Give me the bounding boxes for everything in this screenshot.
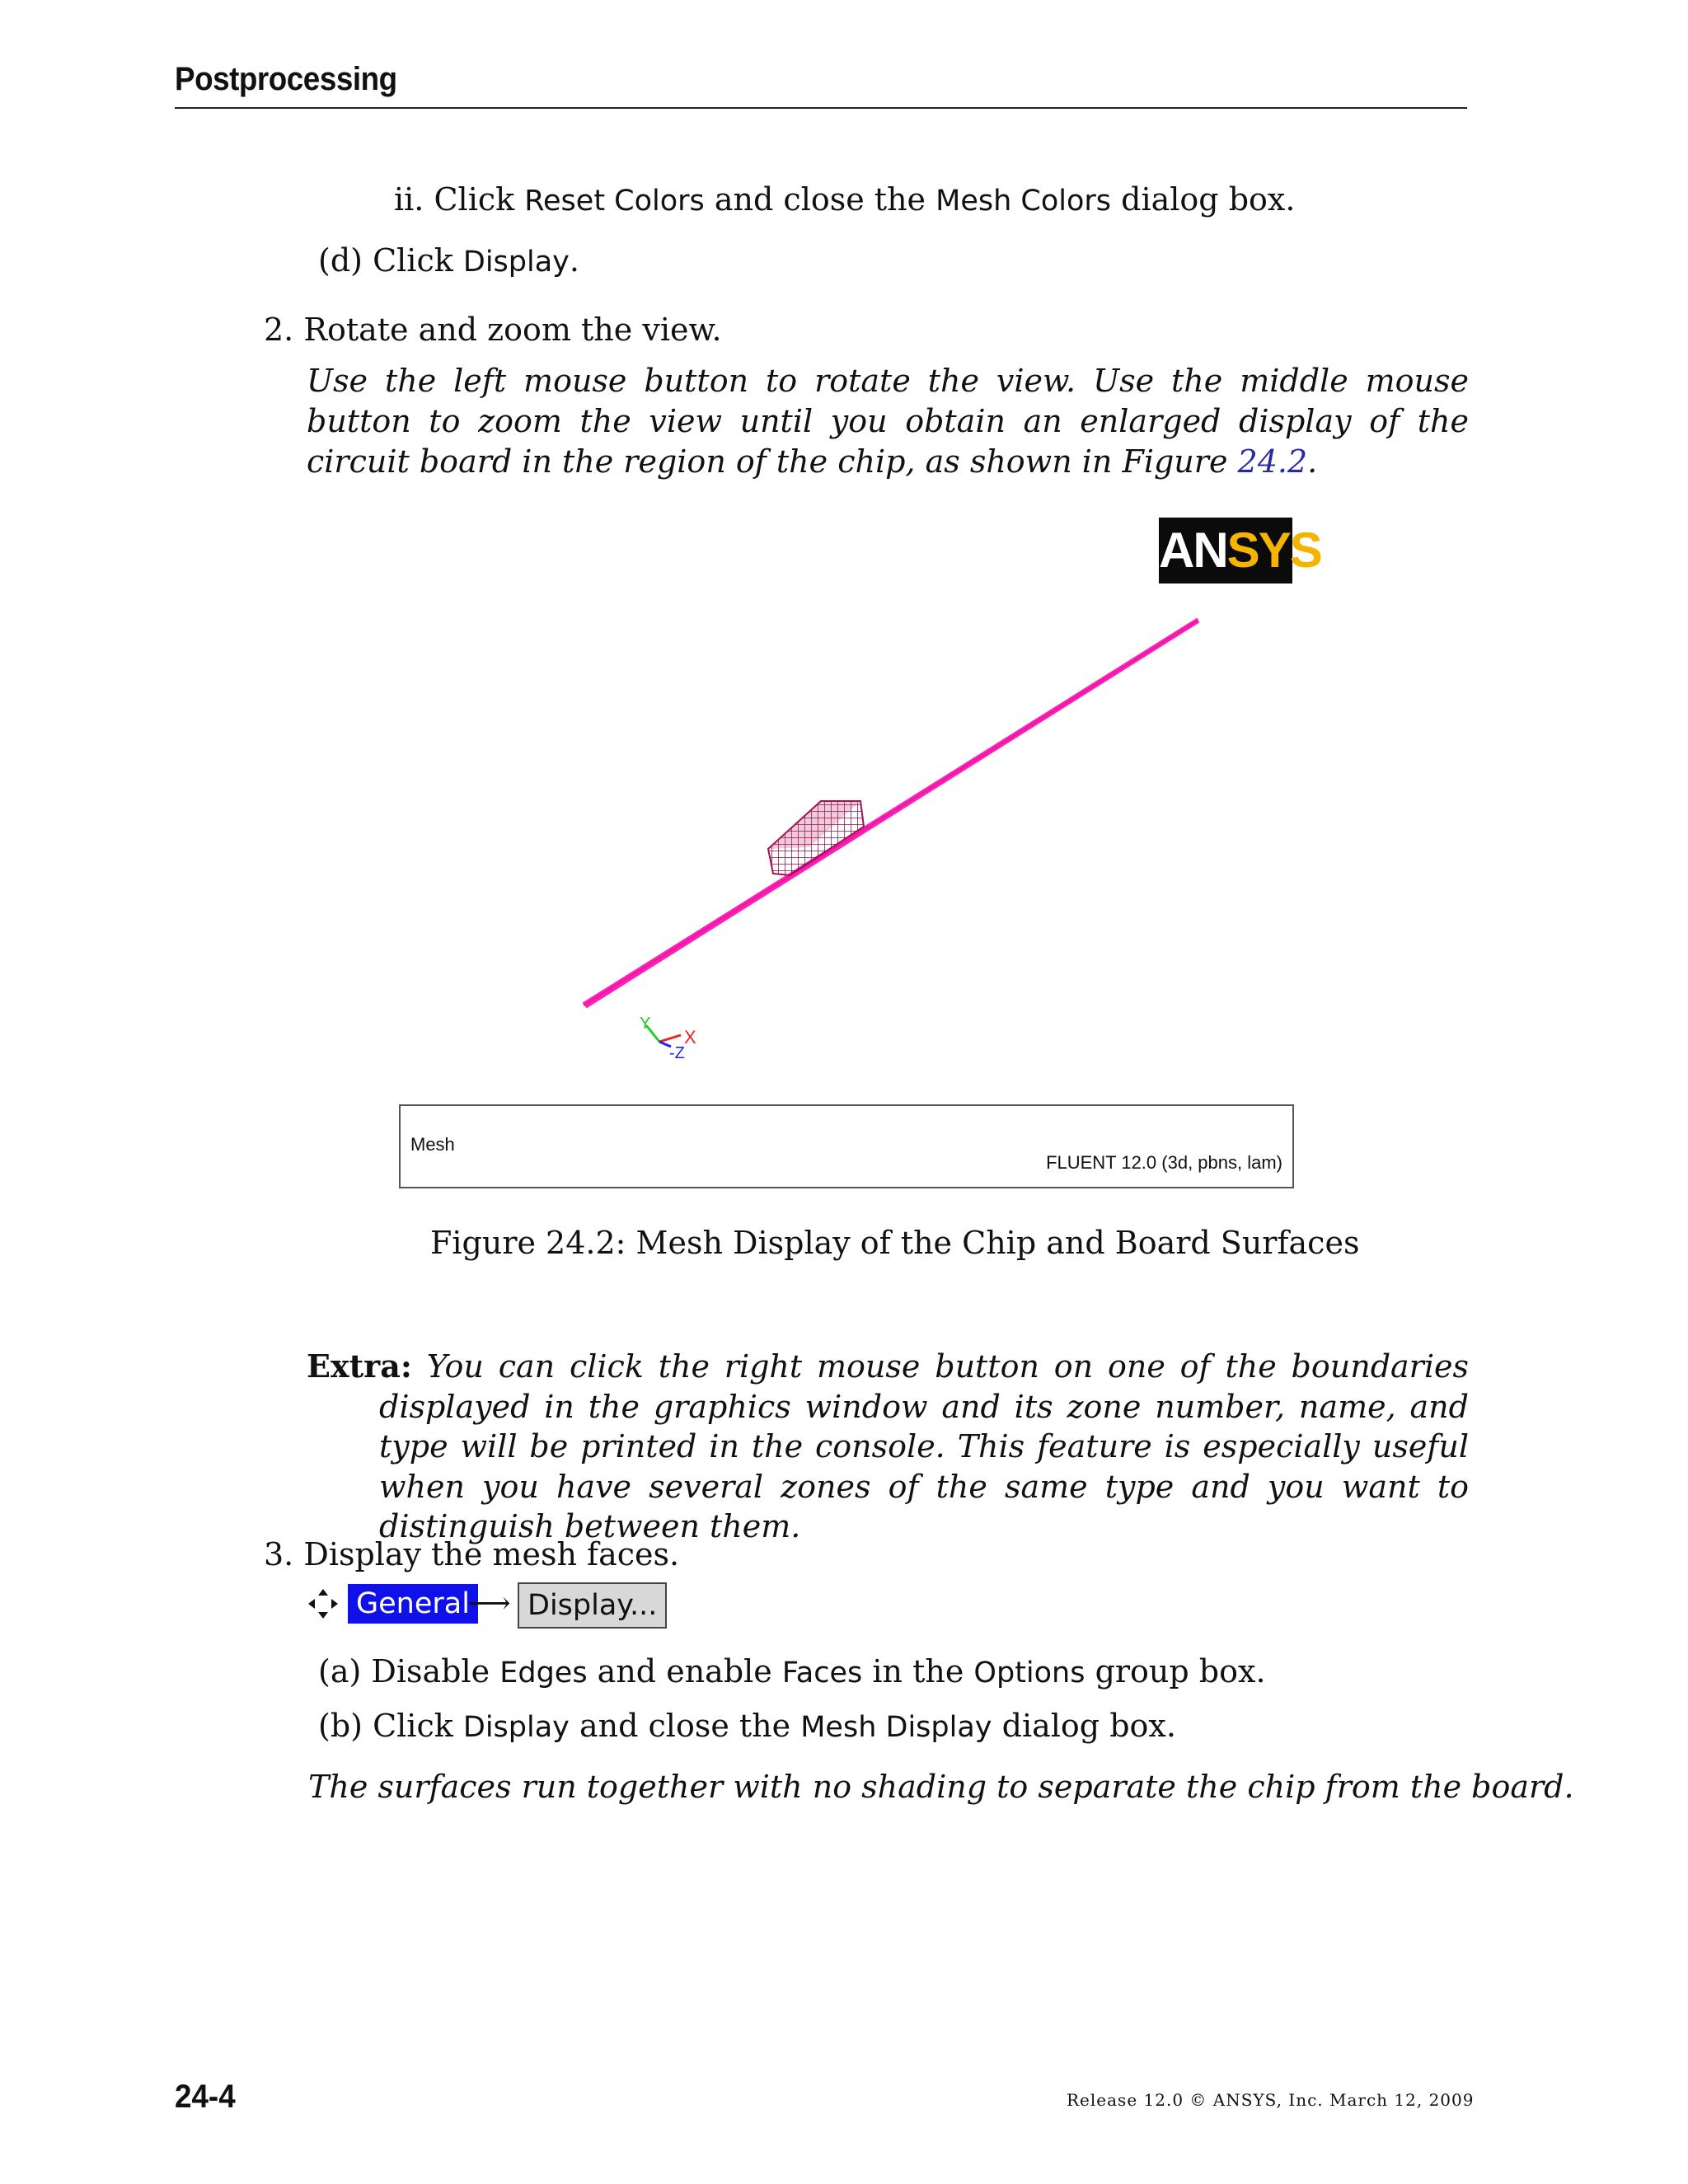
mesh-colors-ref: Mesh Colors [935, 185, 1112, 218]
move-arrows-icon [307, 1587, 340, 1620]
axis-z-letter: Z [674, 1044, 685, 1062]
step-3b [318, 1706, 1176, 1747]
step-2-note-text: Use the left mouse button to rotate the view. Use the middle mouse button to zoom the view until you obtain an enlarged display of the circuit board in the region of the chip, as shown in Figure [307, 363, 1469, 480]
extra-text: You can click the right mouse button on one of the boundaries displayed in the graphics window and its zone number, name, and type will be printed in the console. This feature is especially useful when you have several zones of the same type and you want to distinguish between them. [379, 1348, 1469, 1544]
axis-x-label: X [684, 1027, 696, 1047]
fluent-version-label: FLUENT 12.0 (3d, pbns, lam) [1046, 1152, 1282, 1173]
figure-link[interactable]: 24.2 [1237, 443, 1308, 480]
display-ref: Display [462, 246, 570, 279]
step-ii-pre: Click [434, 181, 515, 218]
options-ref: Options [973, 1657, 1085, 1690]
step-3-number: 3. [264, 1536, 294, 1572]
step-ii-mid: and close the [714, 181, 926, 218]
step-d-post: . [569, 242, 579, 279]
step-3b-mid: and close the [579, 1708, 791, 1744]
edges-ref: Edges [499, 1657, 588, 1690]
step-3-text: Display the mesh faces. [303, 1536, 680, 1572]
page-header-title: Postprocessing [175, 61, 397, 97]
step-2-note-end: . [1307, 443, 1318, 480]
step-3b-number: (b) [318, 1708, 363, 1744]
ansys-logo-sys: SYS [1226, 523, 1321, 578]
extra-note [307, 1347, 1469, 1547]
step-d-number: (d) [318, 242, 363, 279]
mesh-info-box [399, 1104, 1294, 1188]
ansys-logo-an: AN [1159, 523, 1227, 578]
release-info: Release 12.0 © ANSYS, Inc. March 12, 2009 [1067, 2090, 1475, 2110]
step-2-text: Rotate and zoom the view. [303, 312, 722, 348]
mesh-label: Mesh [410, 1134, 455, 1155]
step-3a-number: (a) [318, 1653, 362, 1690]
page-number: 24-4 [175, 2079, 236, 2115]
step-3 [264, 1535, 679, 1574]
extra-label: Extra: [307, 1347, 412, 1385]
mesh-display-ref: Mesh Display [800, 1711, 992, 1744]
step-3a-post: group box. [1095, 1653, 1266, 1690]
axis-x-line [659, 1035, 681, 1042]
reset-colors-ref: Reset Colors [524, 185, 705, 218]
step-ii-number: ii. [394, 181, 424, 218]
step-3a [318, 1652, 1266, 1693]
step-2-number: 2. [264, 312, 294, 348]
step-3a-mid2: in the [872, 1653, 964, 1690]
step-d-pre: Click [373, 242, 453, 279]
faces-ref: Faces [781, 1657, 863, 1690]
general-nav-button[interactable]: General [348, 1584, 478, 1624]
step-3a-mid: and enable [597, 1653, 772, 1690]
step-3b-post: dialog box. [1001, 1708, 1176, 1744]
figure-caption: Figure 24.2: Mesh Display of the Chip and Board Surfaces [430, 1225, 1360, 1261]
step-3-note: The surfaces run together with no shading to separate the chip from the board. [308, 1769, 1574, 1805]
display-ref-b: Display [462, 1711, 570, 1744]
step-3a-pre: Disable [371, 1653, 490, 1690]
axis-y-label: Y [640, 1015, 651, 1033]
extra-note-body [307, 1347, 1469, 1547]
nav-arrow: ⟶ [468, 1586, 511, 1620]
axis-z-label: -Z [669, 1044, 685, 1062]
display-nav-button[interactable]: Display... [518, 1582, 667, 1629]
step-3b-pre: Click [373, 1708, 453, 1744]
step-ii-post: dialog box. [1121, 181, 1296, 218]
